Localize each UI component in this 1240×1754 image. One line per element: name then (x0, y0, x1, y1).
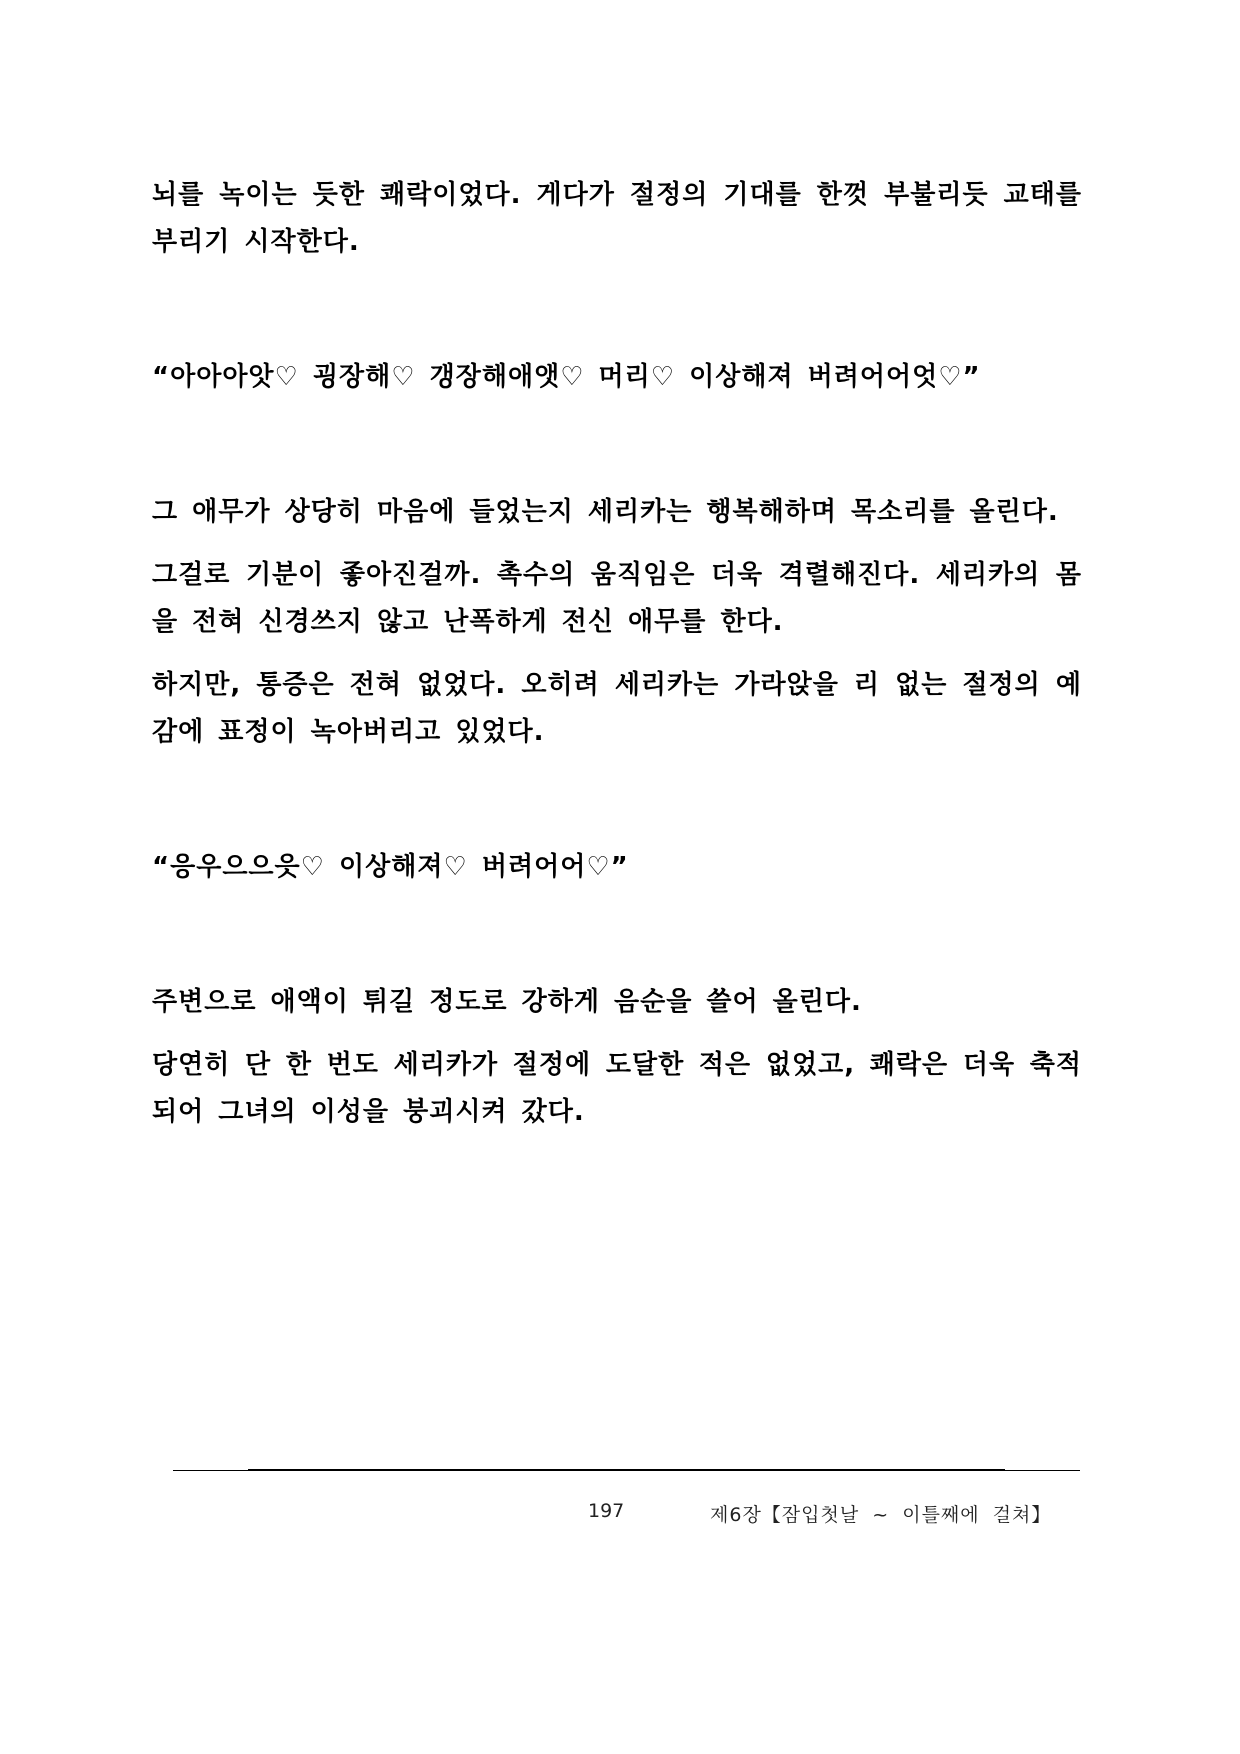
body-text (152, 172, 1082, 1136)
footer-divider-accent (248, 1469, 1005, 1471)
chapter-title: 제6장【잠입첫날 ~ 이틀째에 걸쳐】 (710, 1504, 1052, 1526)
dialogue-paragraph: “아아아앗♡ 굉장해♡ 갱장해애앳♡ 머리♡ 이상해져 버려어어엇♡” (152, 362, 981, 392)
paragraph: 하지만, 통증은 전혀 없었다. 오히려 세리카는 가라앉을 리 없는 절정의 예감에 표정이 녹아버리고 있었다. (152, 670, 1082, 747)
page-footer (0, 1500, 1240, 1532)
dialogue-paragraph: “응우으으읏♡ 이상해져♡ 버려어어♡” (152, 852, 629, 882)
paragraph: 뇌를 녹이는 듯한 쾌락이었다. 게다가 절정의 기대를 한껏 부불리듯 교태를 부리기 시작한다. (152, 180, 1082, 257)
paragraph: 당연히 단 한 번도 세리카가 절정에 도달한 적은 없었고, 쾌락은 더욱 축적되어 그녀의 이성을 붕괴시켜 갔다. (152, 1050, 1082, 1127)
paragraph: 그걸로 기분이 좋아진걸까. 촉수의 움직임은 더욱 격렬해진다. 세리카의 몸을 전혀 신경쓰지 않고 난폭하게 전신 애무를 한다. (152, 560, 1082, 637)
paragraph: 주변으로 애액이 튀길 정도로 강하게 음순을 쓸어 올린다. (152, 987, 862, 1017)
page-number: 197 (588, 1500, 625, 1522)
paragraph: 그 애무가 상당히 마음에 들었는지 세리카는 행복해하며 목소리를 올린다. (152, 497, 1059, 527)
